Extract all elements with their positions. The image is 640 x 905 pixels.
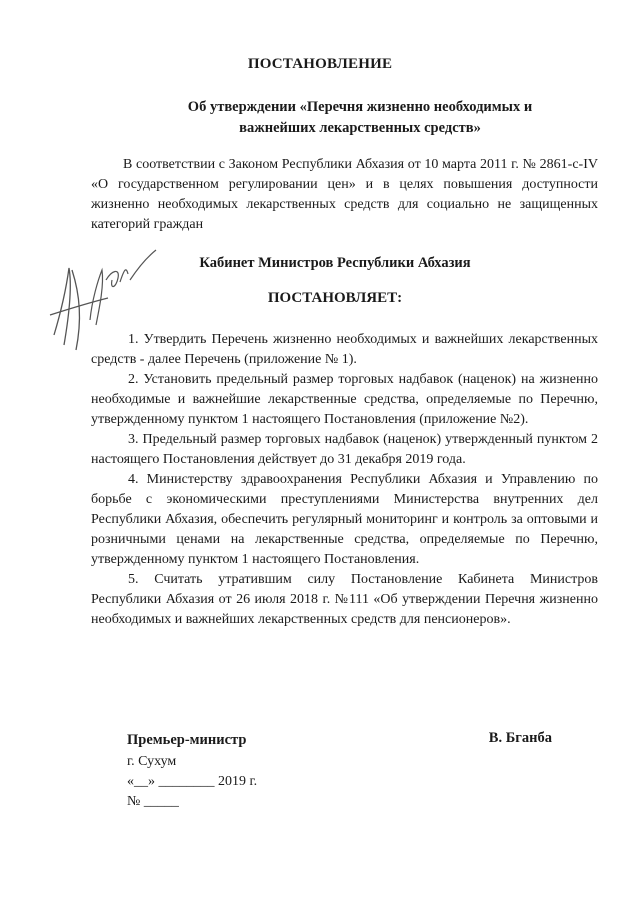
city: г. Сухум (127, 754, 177, 769)
number-line: № _____ (127, 794, 179, 809)
decree-heading: ПОСТАНОВЛЯЕТ: (267, 290, 403, 306)
signer-role: Премьер-министр (127, 732, 247, 748)
decree-item: 5. Считать утратившим силу Постановление Кабинета Министров Республики Абхазия от 26 июля 2018 г. №111 «Об утверждении Перечня жизненно необходимых и важнейших лекарственных средств для пенсионеров». (91, 572, 598, 627)
document-title: ПОСТАНОВЛЕНИЕ (247, 56, 393, 72)
signer-name: В. Бганба (488, 730, 552, 746)
intro-text: В соответствии с Законом Республики Абхазия от 10 марта 2011 г. № 2861-с-IV «О государственном регулировании цен» и в целях повышения доступности жизненно необходимых лекарственных средств для социально не защищенных категорий граждан (91, 157, 598, 232)
intro-paragraph (91, 155, 598, 235)
issuer-heading: Кабинет Министров Республики Абхазия (199, 255, 471, 271)
signature-block (127, 730, 257, 812)
decree-item: 1. Утвердить Перечень жизненно необходимых и важнейших лекарственных средств - далее Перечень (приложение № 1). (91, 332, 598, 367)
document-subtitle: Об утверждении «Перечня жизненно необходимых и важнейших лекарственных средств» (187, 99, 533, 136)
decree-item: 4. Министерству здравоохранения Республики Абхазия и Управлению по борьбе с экономическими преступлениями Министерства внутренних дел Республики Абхазия, обеспечить регулярный мониторинг и контроль за оптовыми и розничными ценами на лекарственные средства, определяемые по Перечню, утвержденному пунктом 1 настоящего Постановления. (91, 472, 598, 567)
date-line: «__» ________ 2019 г. (127, 774, 258, 789)
decree-item: 2. Установить предельный размер торговых надбавок (наценок) на жизненно необходимые и важнейшие лекарственные средства, определяемые по Перечню, утвержденному пунктом 1 настоящего Постановления (приложение №2). (91, 372, 598, 427)
decree-items (91, 330, 598, 630)
decree-item: 3. Предельный размер торговых надбавок (наценок) утвержденный пунктом 2 настоящего Постановления действует до 31 декабря 2019 года. (91, 432, 598, 467)
